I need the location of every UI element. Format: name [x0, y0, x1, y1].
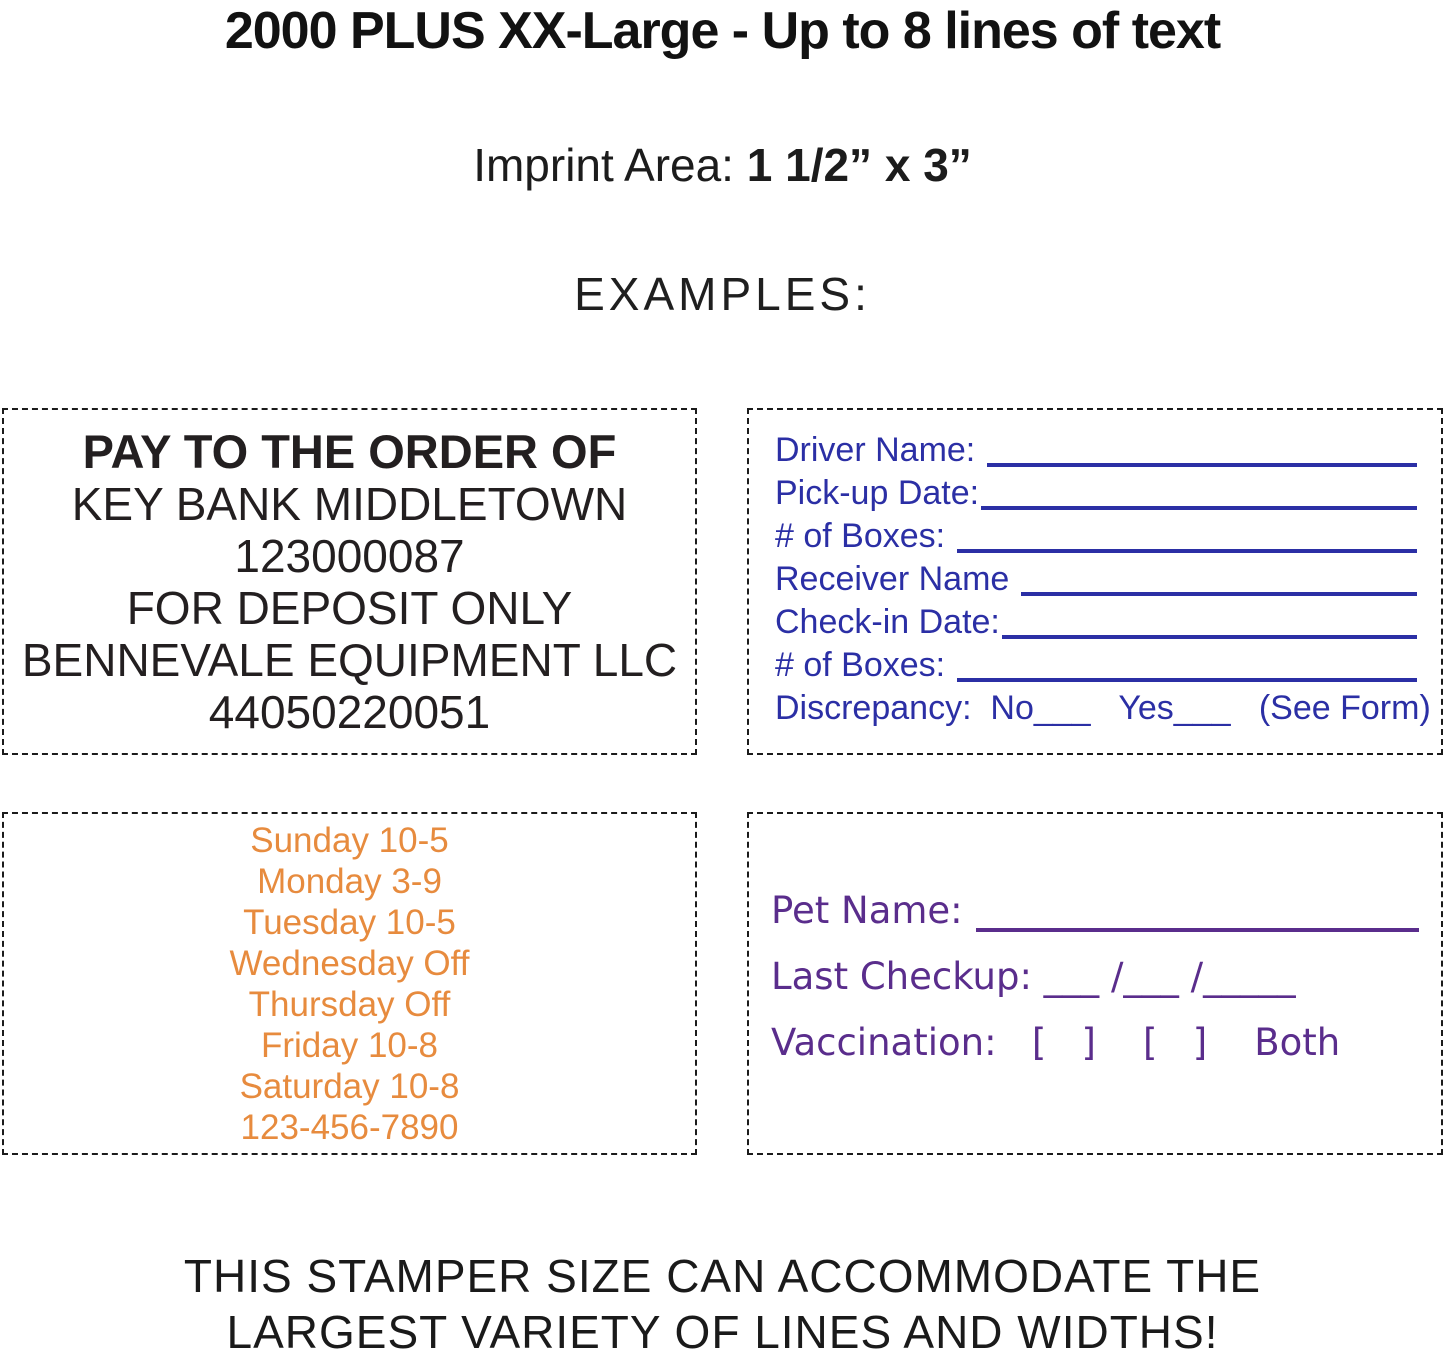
stamp-line: Sunday 10-5: [250, 820, 449, 860]
stamp-line: BENNEVALE EQUIPMENT LLC: [21, 633, 678, 686]
stamp-line: [775, 429, 1417, 472]
stamp-line: Monday 3-9: [257, 861, 442, 901]
blank-fill-line: [987, 429, 1417, 467]
blank-fill-line: [1021, 558, 1417, 596]
imprint-area-line: [0, 138, 1445, 192]
footer-note: [0, 1248, 1445, 1359]
stamp-line: Saturday 10-8: [239, 1066, 460, 1106]
stamp-line: 123000087: [234, 529, 465, 582]
blank-fill-line: [957, 515, 1417, 553]
stamp-line: [771, 878, 1419, 944]
stamp-line: Tuesday 10-5: [243, 902, 456, 942]
stamp-examples-grid: [2, 408, 1443, 1155]
stamp-line: KEY BANK MIDDLETOWN: [71, 477, 628, 530]
stamp-line: [775, 601, 1417, 644]
stamp-line: [775, 687, 1431, 730]
stamp-line-label: Vaccination: [ ] [ ] Both: [771, 1020, 1341, 1064]
blank-fill-line: [1002, 601, 1417, 639]
stamp-line-label: Driver Name:: [775, 431, 985, 469]
stamp-line: Friday 10-8: [260, 1025, 439, 1065]
examples-heading: EXAMPLES:: [574, 268, 871, 320]
stamp-line: FOR DEPOSIT ONLY: [126, 581, 573, 634]
stamp-line: [775, 644, 1417, 687]
stamp-line: Wednesday Off: [229, 943, 470, 983]
stamp-line-label: Pick-up Date:: [775, 474, 980, 512]
footer-note-line-1: THIS STAMPER SIZE CAN ACCOMMODATE THE: [183, 1250, 1262, 1302]
stamp-line-label: PAY TO THE ORDER OF: [82, 424, 617, 478]
stamp-example-receiving-form: [747, 408, 1443, 755]
stamp-line: [771, 944, 1419, 1010]
stamp-line: [775, 558, 1417, 601]
stamp-line-label: # of Boxes:: [775, 646, 955, 684]
stamp-line: Thursday Off: [248, 984, 451, 1024]
stamp-example-pet-record: [747, 812, 1443, 1155]
stamp-line-label: Check-in Date:: [775, 603, 1000, 641]
stamp-line-label: Receiver Name: [775, 560, 1019, 598]
stamp-line-label: Discrepancy: No___ Yes___ (See Form): [775, 689, 1431, 727]
imprint-area-value: 1 1/2” x 3”: [746, 139, 972, 191]
stamp-line: [775, 515, 1417, 558]
stamp-line: [4, 426, 695, 478]
stamp-line-label: Last Checkup: ___ /___ /_____: [771, 954, 1296, 998]
stamp-line: 44050220051: [208, 685, 491, 738]
footer-note-line-2: LARGEST VARIETY OF LINES AND WIDTHS!: [226, 1306, 1219, 1358]
stamp-line-label: # of Boxes:: [775, 517, 955, 555]
stamp-line-label: Pet Name:: [771, 888, 975, 932]
stamp-line: 123-456-7890: [240, 1107, 459, 1147]
stamp-line: [775, 472, 1417, 515]
page-title: 2000 PLUS XX-Large - Up to 8 lines of text: [224, 2, 1221, 60]
imprint-area-label: Imprint Area:: [473, 139, 747, 191]
blank-fill-line: [981, 472, 1417, 510]
stamp-line: [771, 1010, 1419, 1076]
blank-fill-line: [976, 928, 1419, 932]
stamp-example-store-hours: [2, 812, 697, 1155]
stamp-example-bank-deposit: [2, 408, 697, 755]
blank-fill-line: [957, 644, 1417, 682]
